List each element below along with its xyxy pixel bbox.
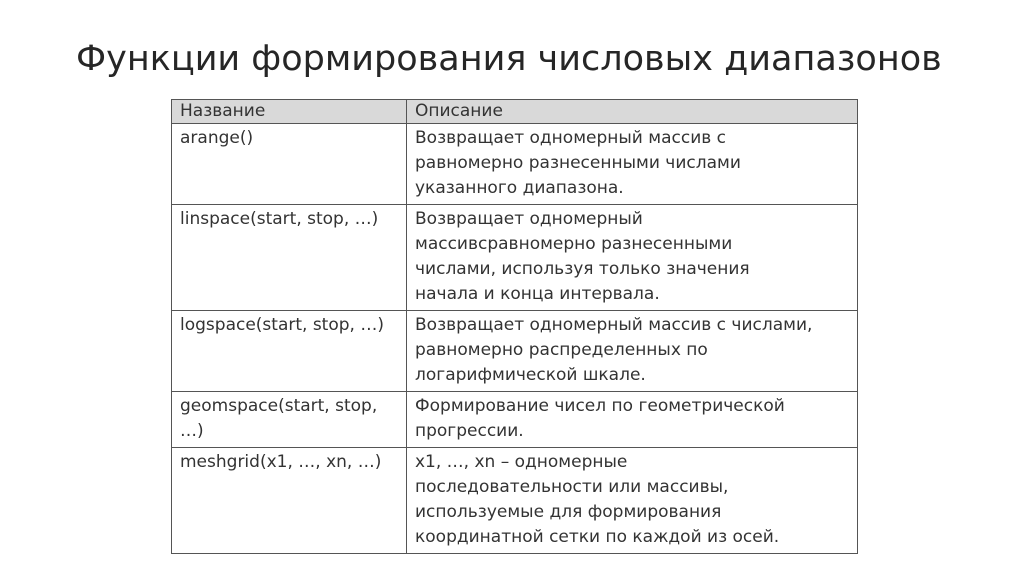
table-row: [172, 205, 858, 311]
table-row: [172, 392, 858, 448]
row-description-linspace: [407, 205, 858, 311]
description-text: Возвращает одномерный массив с числами, равномерно распределенных по логарифмической шкале.: [415, 315, 813, 385]
table-row: [172, 311, 858, 392]
header-name: Название: [172, 100, 407, 124]
slide-title: Функции формирования числовых диапазонов: [76, 39, 942, 79]
row-description-logspace: [407, 311, 858, 392]
header-description: Описание: [407, 100, 858, 124]
row-description-geomspace: [407, 392, 858, 448]
description-text: x1, …, xn – одномерные последовательности или массивы, используемые для формирования координатной сетки по каждой из осей.: [415, 452, 780, 547]
table-row: [172, 448, 858, 554]
description-text: Возвращает одномерный массив с равномерно разнесенными числами указанного диапазона.: [415, 128, 741, 198]
description-text: Формирование чисел по геометрической прогрессии.: [415, 396, 785, 441]
row-name-meshgrid: meshgrid(x1, …, xn, …): [172, 448, 407, 554]
row-name-arange: arange(): [172, 124, 407, 205]
table-row: [172, 124, 858, 205]
description-text: Возвращает одномерный массивсравномерно разнесенными числами, используя только значения начала и конца интервала.: [415, 209, 750, 304]
row-name-linspace: linspace(start, stop, …): [172, 205, 407, 311]
functions-table: [171, 99, 858, 554]
row-name-geomspace: [172, 392, 407, 448]
row-name-logspace: logspace(start, stop, …): [172, 311, 407, 392]
table-header-row: [172, 100, 858, 124]
row-description-meshgrid: [407, 448, 858, 554]
row-description-arange: [407, 124, 858, 205]
name-text: geomspace(start, stop, …): [180, 396, 378, 441]
